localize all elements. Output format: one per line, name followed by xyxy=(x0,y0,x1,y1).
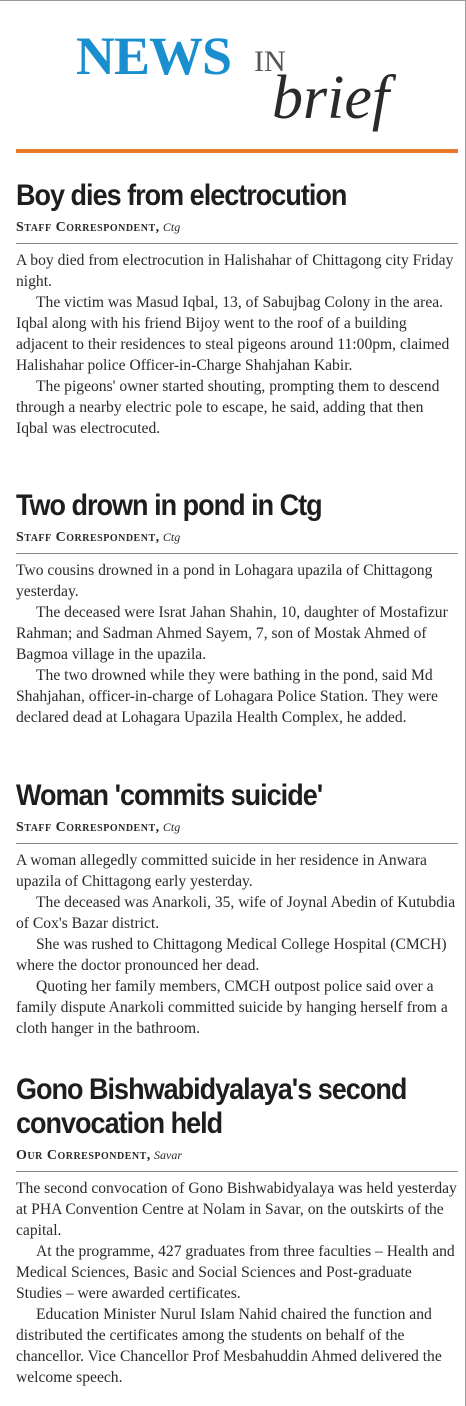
byline-place: Savar xyxy=(154,1148,183,1162)
story-body xyxy=(16,560,458,728)
story-paragraph: The deceased were Israt Jahan Shahin, 10, daughter of Mostafizur Rahman; and Sadman Ahmed Sayem, 7, son of Mostak Ahmed of Bagmoa village in the upazila. xyxy=(16,604,448,663)
story-paragraph: At the programme, 427 graduates from three faculties – Health and Medical Sciences, Basic and Social Sciences and Post-graduate Studies – were awarded certificates. xyxy=(16,1243,455,1302)
byline-role: Our Correspondent, xyxy=(16,1148,151,1163)
story-byline xyxy=(16,219,458,244)
story-body xyxy=(16,1178,458,1388)
story-headline: Boy dies from electrocution xyxy=(16,179,347,212)
byline-role: Staff Correspondent, xyxy=(16,220,160,235)
story-paragraph: Education Minister Nurul Islam Nahid chaired the function and distributed the certificates among the students on behalf of the chancellor. Vice Chancellor Prof Mesbahuddin Ahmed delivered the welcome speech. xyxy=(16,1306,442,1386)
story-headline-line1: Gono Bishwabidyalaya's second xyxy=(16,1073,407,1106)
byline-role: Staff Correspondent, xyxy=(16,820,160,835)
story-paragraph: She was rushed to Chittagong Medical College Hospital (CMCH) where the doctor pronounced her dead. xyxy=(16,936,447,974)
masthead-brief-word: brief xyxy=(272,64,390,132)
story-boy-electrocution xyxy=(16,179,458,439)
story-headline: Woman 'commits suicide' xyxy=(16,779,323,812)
byline-place: Ctg xyxy=(162,530,181,544)
story-paragraph: The victim was Masud Iqbal, 13, of Sabujbag Colony in the area. Iqbal along with his friend Bijoy went to the roof of a building adjacent to their residences to steal pigeons around 11:00pm, claimed Halishahar police Officer-in-Charge Shahjahan Kabir. xyxy=(16,294,450,374)
story-woman-suicide xyxy=(16,779,458,1039)
masthead-in-word: IN xyxy=(254,45,286,78)
story-body xyxy=(16,250,458,439)
masthead-orange-rule xyxy=(16,149,458,153)
story-byline xyxy=(16,1147,458,1172)
story-body xyxy=(16,850,458,1039)
masthead xyxy=(16,1,458,153)
story-byline xyxy=(16,819,458,844)
story-paragraph: The pigeons' owner started shouting, prompting them to descend through a nearby electric pole to escape, he said, adding that then Iqbal was electrocuted. xyxy=(16,378,440,437)
story-gono-convocation xyxy=(16,1073,458,1388)
story-paragraph: The second convocation of Gono Bishwabidyalaya was held yesterday at PHA Convention Centre at Nolam in Savar, on the outskirts of the capital. xyxy=(16,1180,457,1239)
masthead-news-word: NEWS xyxy=(76,26,232,86)
byline-role: Staff Correspondent, xyxy=(16,530,160,545)
story-paragraph: The two drowned while they were bathing in the pond, said Md Shahjahan, officer-in-charge of Lohagara Police Station. They were declared dead at Lohagara Upazila Health Complex, he added. xyxy=(16,667,438,726)
story-paragraph: The deceased was Anarkoli, 35, wife of Joynal Abedin of Kutubdia of Cox's Bazar district. xyxy=(16,894,456,932)
byline-place: Ctg xyxy=(162,820,181,834)
story-headline: Two drown in pond in Ctg xyxy=(16,489,322,522)
story-paragraph: Two cousins drowned in a pond in Lohagara upazila of Chittagong yesterday. xyxy=(16,562,433,600)
story-paragraph: A boy died from electrocution in Halishahar of Chittagong city Friday night. xyxy=(16,252,454,290)
byline-place: Ctg xyxy=(162,220,181,234)
story-headline-line2: convocation held xyxy=(16,1107,223,1140)
story-two-drown xyxy=(16,489,458,728)
story-paragraph: A woman allegedly committed suicide in her residence in Anwara upazila of Chittagong early yesterday. xyxy=(16,852,427,890)
story-byline xyxy=(16,529,458,554)
story-paragraph: Quoting her family members, CMCH outpost police said over a family dispute Anarkoli committed suicide by hanging herself from a cloth hanger in the bathroom. xyxy=(16,978,448,1037)
